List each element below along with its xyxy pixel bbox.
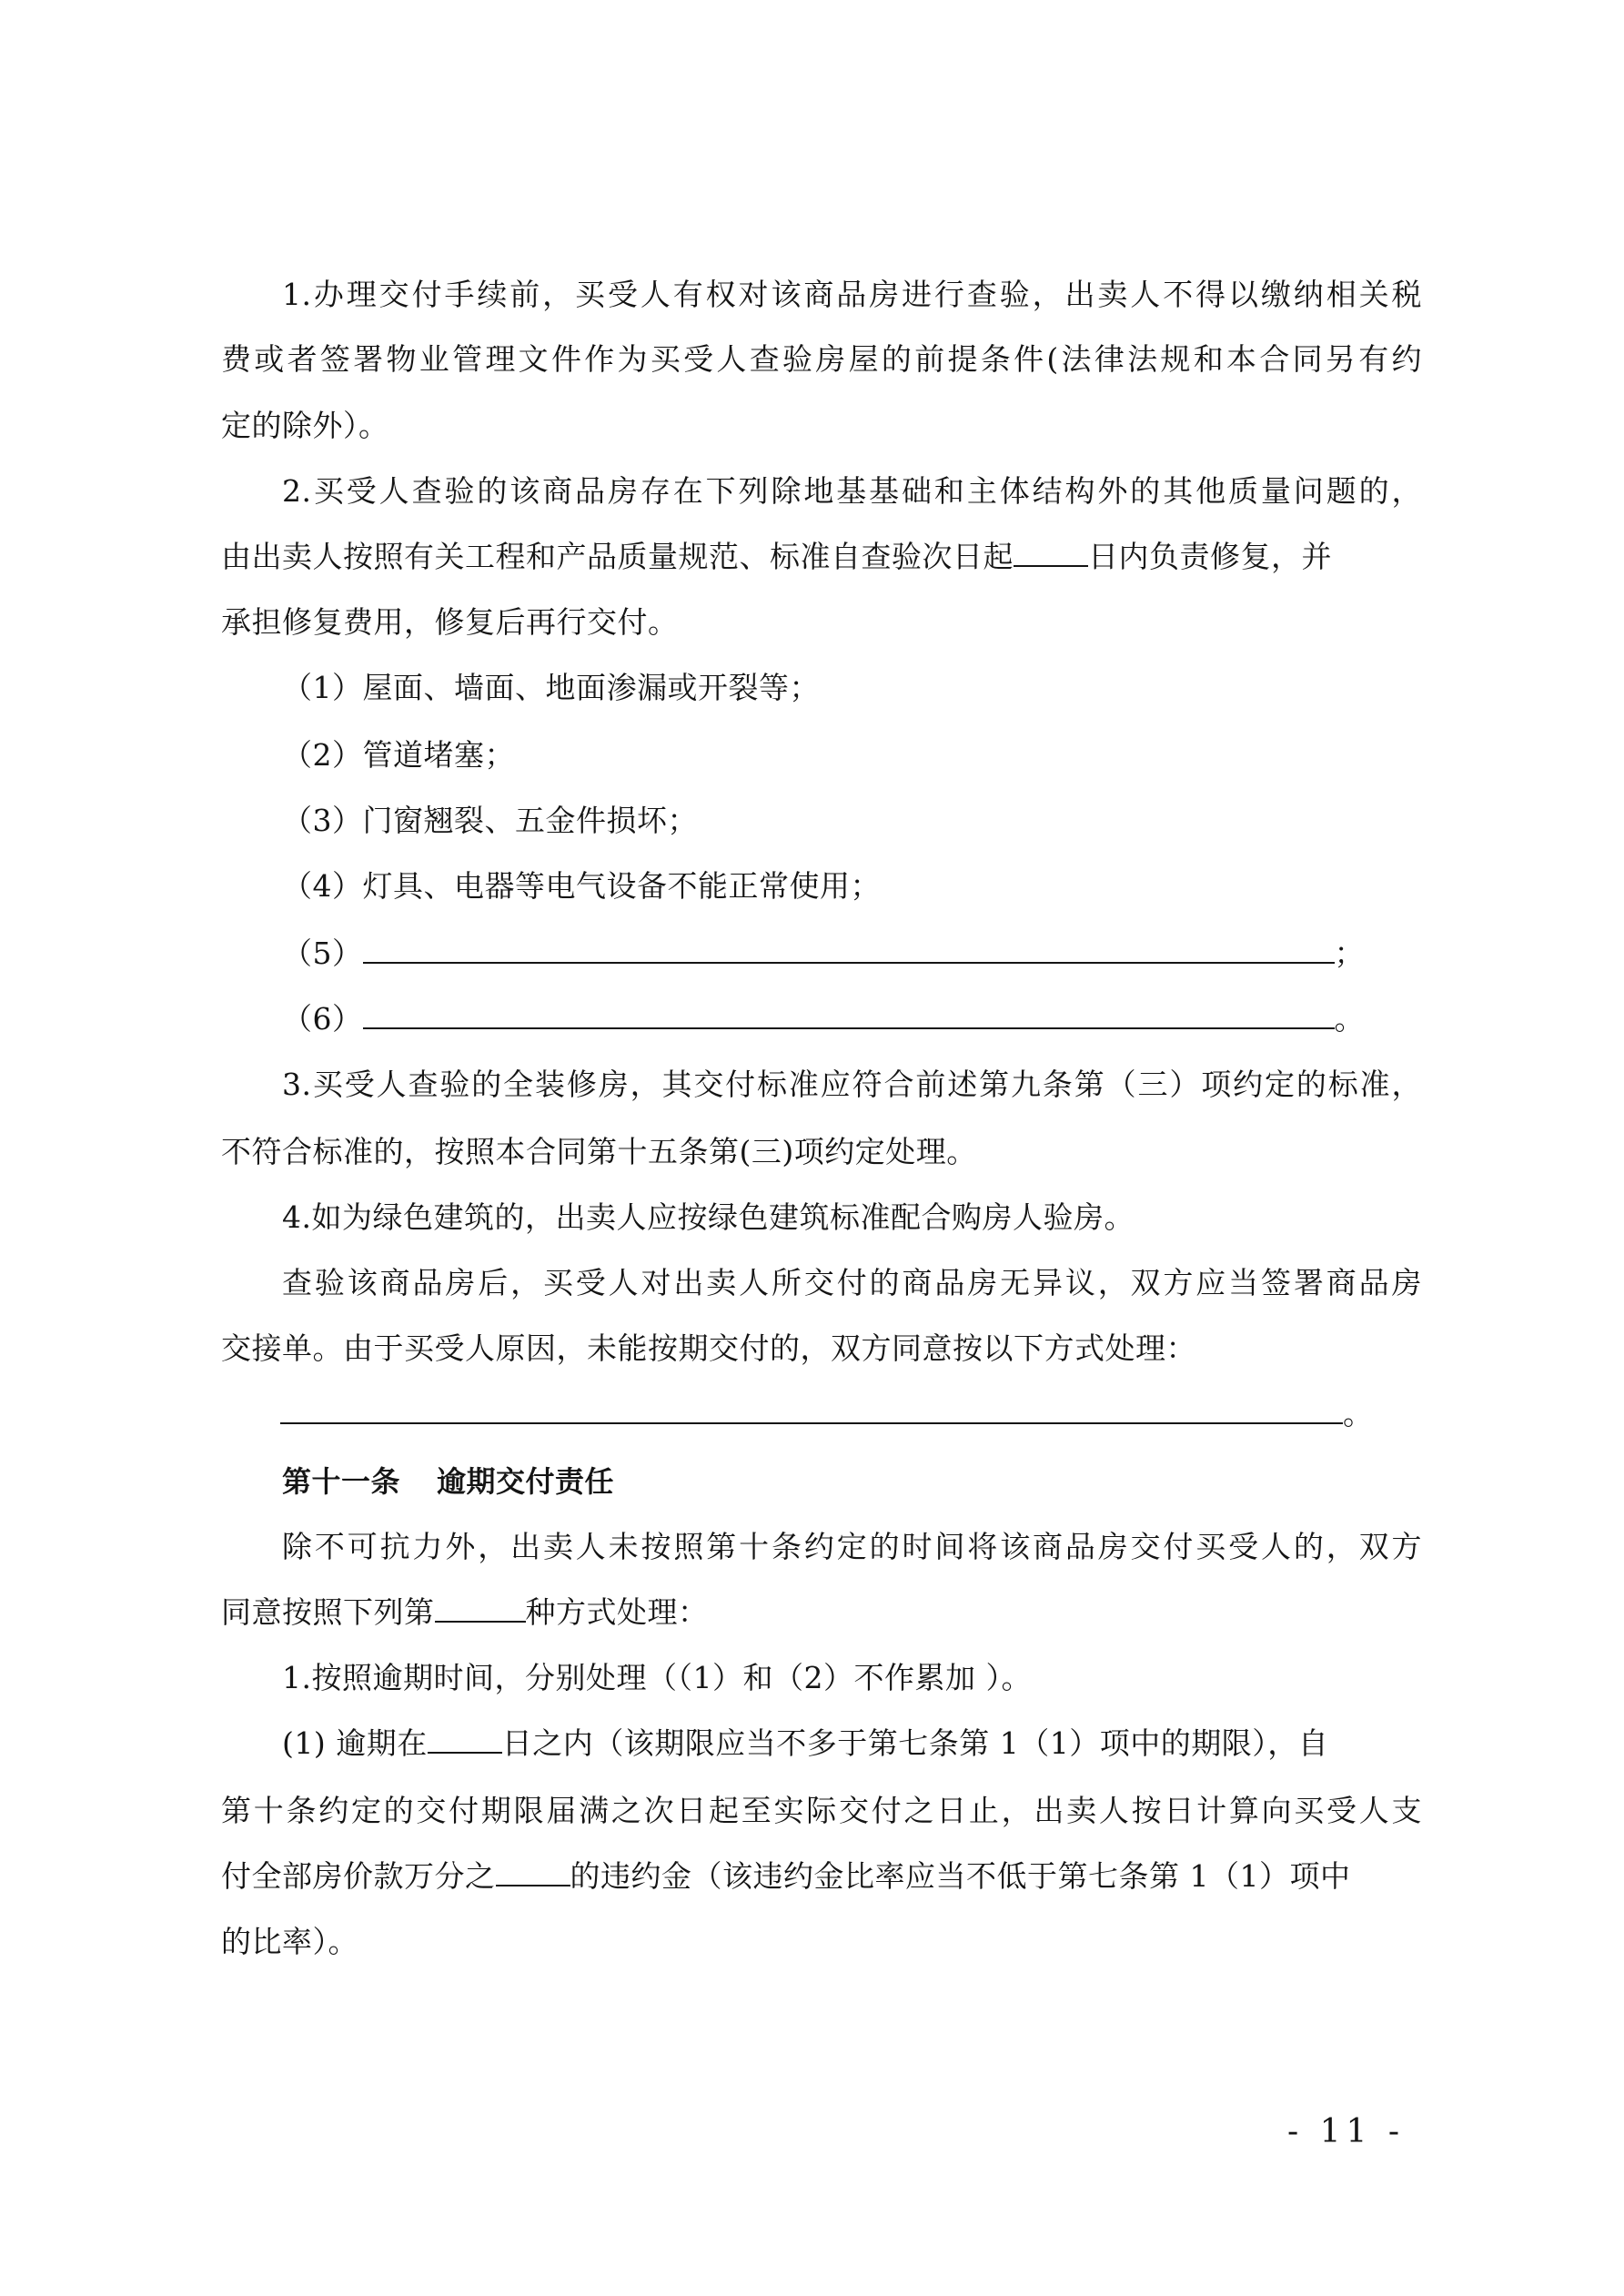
paragraph-1-line-1: 1.办理交付手续前，买受人有权对该商品房进行查验，出卖人不得以缴纳相关税 <box>282 277 1422 312</box>
paragraph-5-line-2: 交接单。由于买受人原因，未能按期交付的，双方同意按以下方式处理： <box>221 1330 1196 1366</box>
section-11-paragraph-1-line-2 <box>221 1593 1422 1633</box>
section-11-paragraph-3-line-1-start: (1) 逾期在 <box>282 1725 428 1761</box>
section-11-number: 第十一条 <box>282 1464 401 1499</box>
penalty-rate-blank <box>496 1857 570 1886</box>
paragraph-5-line-1: 查验该商品房后，买受人对出卖人所交付的商品房无异议，双方应当签署商品房 <box>282 1265 1422 1300</box>
paragraph-3-line-2: 不符合标准的，按照本合同第十五条第(三)项约定处理。 <box>221 1134 977 1169</box>
paragraph-1-line-3: 定的除外）。 <box>221 408 389 443</box>
paragraph-2-line-2-start: 由出卖人按照有关工程和产品质量规范、标准自查验次日起 <box>221 539 1014 574</box>
defect-item-5 <box>282 934 1422 974</box>
defect-item-6-label: （6） <box>282 1001 363 1037</box>
section-11-paragraph-3-line-3-start: 付全部房价款万分之 <box>221 1858 496 1894</box>
paragraph-2-line-1: 2.买受人查验的该商品房存在下列除地基基础和主体结构外的其他质量问题的， <box>282 473 1422 509</box>
section-11-paragraph-1-line-1: 除不可抗力外，出卖人未按照第十条约定的时间将该商品房交付买受人的，双方 <box>282 1529 1422 1564</box>
repair-days-blank <box>1014 538 1088 567</box>
section-11-paragraph-3-line-2: 第十条约定的交付期限届满之次日起至实际交付之日止，出卖人按日计算向买受人支 <box>221 1793 1422 1828</box>
defect-item-2: （2）管道堵塞； <box>282 737 515 773</box>
overdue-days-blank <box>428 1725 502 1754</box>
paragraph-1-line-2: 费或者签署物业管理文件作为买受人查验房屋的前提条件(法律法规和本合同另有约 <box>221 341 1422 377</box>
defect-item-5-end: ； <box>1334 936 1365 971</box>
section-11-paragraph-1-line-2-start: 同意按照下列第 <box>221 1594 435 1630</box>
method-number-blank <box>435 1593 526 1623</box>
handling-method-blank <box>280 1395 1343 1424</box>
defect-item-3: （3）门窗翘裂、五金件损坏； <box>282 803 698 838</box>
defect-item-6-blank <box>363 1000 1335 1029</box>
paragraph-4-line-1: 4.如为绿色建筑的，出卖人应按绿色建筑标准配合购房人验房。 <box>282 1199 1135 1235</box>
section-11-paragraph-3-line-3-end: 的违约金（该违约金比率应当不低于第七条第 1（1）项中 <box>570 1858 1351 1894</box>
section-11-paragraph-1-line-2-end: 种方式处理： <box>525 1594 709 1630</box>
defect-item-5-blank <box>363 935 1335 964</box>
paragraph-5-end: 。 <box>1343 1396 1374 1431</box>
paragraph-2-line-3: 承担修复费用，修复后再行交付。 <box>221 604 679 640</box>
paragraph-2-line-2-end: 日内负责修复，并 <box>1088 539 1332 574</box>
paragraph-5-blank-line <box>280 1394 1481 1434</box>
section-11-title: 逾期交付责任 <box>437 1464 615 1499</box>
paragraph-2-line-2 <box>221 537 1422 577</box>
defect-item-5-label: （5） <box>282 936 363 971</box>
defect-item-6 <box>282 999 1422 1039</box>
defect-item-6-end: 。 <box>1334 1001 1365 1037</box>
paragraph-3-line-1: 3.买受人查验的全装修房，其交付标准应符合前述第九条第（三）项约定的标准， <box>282 1067 1422 1102</box>
section-11-paragraph-3-line-1 <box>282 1724 1422 1764</box>
section-11-paragraph-3-line-3 <box>221 1856 1422 1896</box>
section-11-paragraph-2-line-1: 1.按照逾期时间，分别处理（（1）和（2）不作累加 ）。 <box>282 1660 1032 1695</box>
defect-item-1: （1）屋面、墙面、地面渗漏或开裂等； <box>282 670 820 705</box>
section-11-paragraph-3-line-1-end: 日之内（该期限应当不多于第七条第 1（1）项中的期限），自 <box>501 1725 1329 1761</box>
section-11-heading <box>282 1462 1422 1502</box>
defect-item-4: （4）灯具、电器等电气设备不能正常使用； <box>282 868 881 904</box>
section-11-paragraph-3-line-4: 的比率）。 <box>221 1924 358 1959</box>
page-number: - 11 - <box>1287 2113 1406 2150</box>
